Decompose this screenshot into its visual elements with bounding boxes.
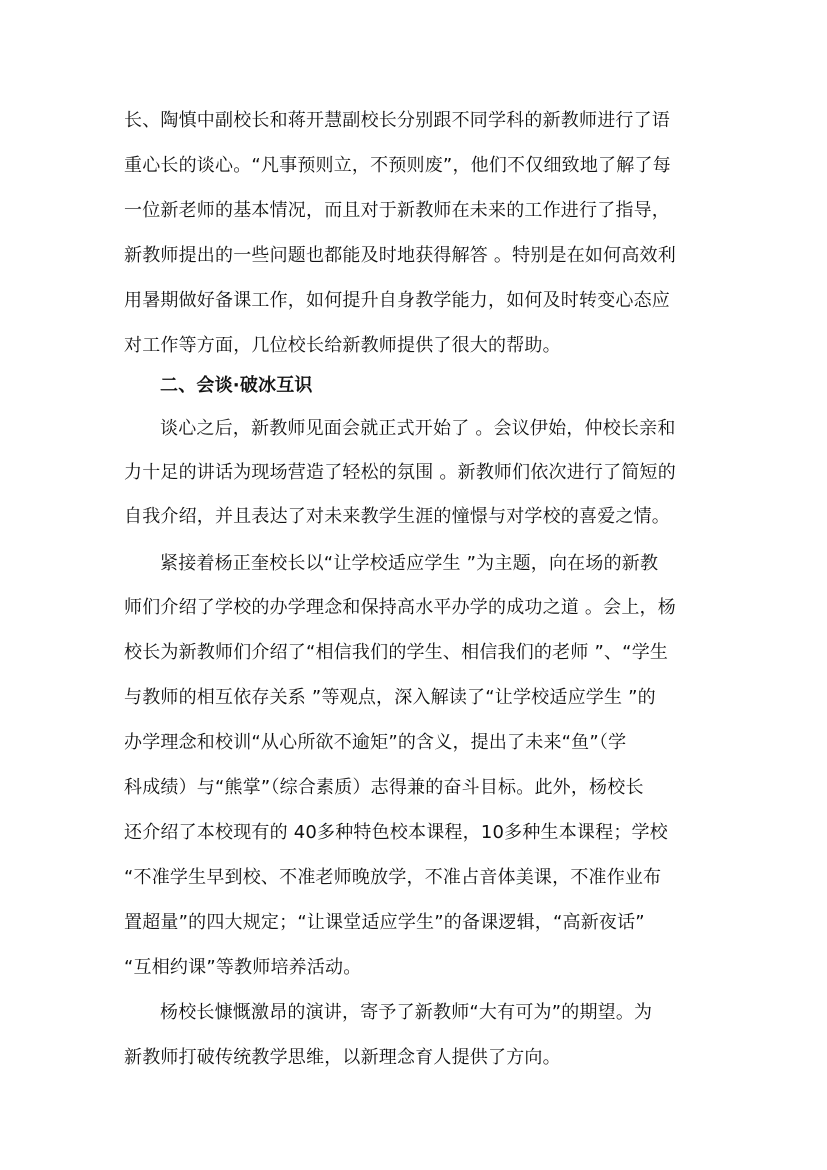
text-line: 重心长的谈心。“凡事预则立，不预则废”，他们不仅细致地了解了每 bbox=[124, 155, 671, 176]
text-line: 师们介绍了学校的办学理念和保持高水平办学的成功之道 。会上，杨 bbox=[124, 597, 676, 618]
text-line: 用暑期做好备课工作，如何提升自身教学能力，如何及时转变心态应 bbox=[124, 290, 670, 311]
text-line: 力十足的讲话为现场营造了轻松的氛围 。新教师们依次进行了简短的 bbox=[124, 462, 676, 483]
text-line: 办学理念和校训“从心所欲不逾矩”的含义，提出了未来“鱼”（学 bbox=[124, 732, 627, 753]
text-line: 新教师提出的一些问题也都能及时地获得解答 。特别是在如何高效利 bbox=[124, 245, 676, 266]
text-line: 紧接着杨正奎校长以“让学校适应学生 ”为主题，向在场的新教 bbox=[160, 553, 659, 574]
text-line: “互相约课”等教师培养活动。 bbox=[124, 957, 362, 978]
text-line: 长、陶慎中副校长和蒋开慧副校长分别跟不同学科的新教师进行了语 bbox=[124, 110, 670, 131]
text-line: 科成绩）与“熊掌”（综合素质）志得兼的奋斗目标。此外，杨校长 bbox=[124, 777, 644, 798]
text-line: 与教师的相互依存关系 ”等观点，深入解读了“让学校适应学生 ”的 bbox=[124, 687, 656, 708]
text-line: 对工作等方面，几位校长给新教师提供了很大的帮助。 bbox=[124, 335, 561, 356]
text-line: “不准学生早到校、不准老师晚放学，不准占音体美课，不准作业布 bbox=[124, 867, 662, 888]
text-line: 一位新老师的基本情况，而且对于新教师在未来的工作进行了指导， bbox=[124, 200, 670, 221]
text-line: 置超量”的四大规定；“让课堂适应学生”的备课逻辑，“高新夜话” bbox=[124, 912, 645, 933]
text-line: 自我介绍，并且表达了对未来教学生涯的憧憬与对学校的喜爱之情。 bbox=[124, 506, 670, 527]
section-heading: 二、会谈·破冰互识 bbox=[160, 375, 313, 396]
text-line: 新教师打破传统教学思维，以新理念育人提供了方向。 bbox=[124, 1047, 561, 1068]
text-line: 校长为新教师们介绍了“相信我们的学生、相信我们的老师 ”、“学生 bbox=[124, 642, 669, 663]
text-line: 杨校长慷慨激昂的演讲，寄予了新教师“大有可为”的期望。为 bbox=[160, 1002, 653, 1023]
text-line: 谈心之后，新教师见面会就正式开始了 。会议伊始，仲校长亲和 bbox=[160, 418, 676, 439]
text-line: 还介绍了本校现有的 40多种特色校本课程，10多种生本课程；学校 bbox=[124, 822, 668, 843]
